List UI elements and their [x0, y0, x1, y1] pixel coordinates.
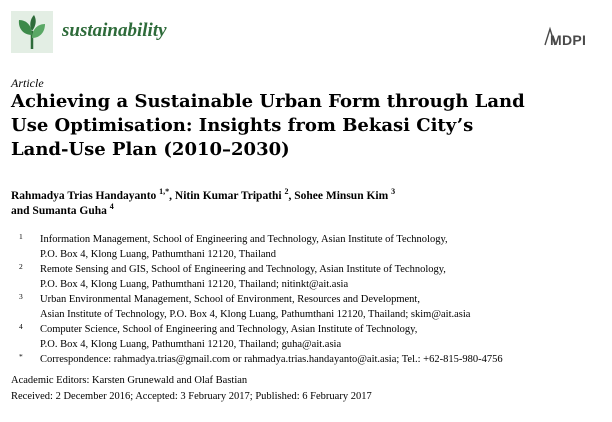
affiliation-text: Urban Environmental Management, School of Environment, Resources and Development,: [40, 294, 420, 305]
affiliation-ref: 1,: [159, 187, 166, 197]
affiliation-ref: 4: [109, 202, 114, 212]
author-separator: ,: [288, 190, 295, 202]
affiliation-ref: 2: [284, 187, 289, 197]
affiliation-ref: 3: [391, 187, 396, 197]
affiliation-item: [11, 232, 606, 262]
publication-dates: Received: 2 December 2016; Accepted: 3 February 2017; Published: 6 February 2017: [11, 391, 372, 402]
author-separator: ,: [169, 190, 175, 202]
title-line: Achieving a Sustainable Urban Form through Land: [11, 91, 525, 112]
correspondence-item: [11, 352, 606, 367]
affiliation-text: Information Management, School of Engineering and Technology, Asian Institute of Technology,: [40, 234, 448, 245]
journal-name: sustainability: [62, 20, 167, 41]
affiliation-item: [11, 322, 606, 352]
article-title: [11, 90, 571, 162]
corresponding-mark: *: [165, 187, 170, 197]
author-name: Sohee Minsun Kim: [294, 190, 389, 202]
article-meta: [11, 373, 606, 405]
affiliation-number: 1: [19, 232, 23, 241]
title-line: Land-Use Plan (2010–2030): [11, 139, 290, 160]
title-line: Use Optimisation: Insights from Bekasi City’s: [11, 115, 474, 136]
article-type: Article: [11, 76, 44, 90]
sustainability-leaf-icon: [11, 11, 53, 53]
affiliation-text: P.O. Box 4, Klong Luang, Pathumthani 12120, Thailand; nitinkt@ait.asia: [40, 279, 349, 290]
affiliation-number: 4: [19, 322, 23, 331]
correspondence-text: Correspondence: rahmadya.trias@gmail.com or rahmadya.trias.handayanto@ait.asia; Tel.: +62-815-980-4756: [40, 354, 503, 365]
affiliation-list: [11, 232, 606, 367]
affiliation-text: P.O. Box 4, Klong Luang, Pathumthani 12120, Thailand: [40, 249, 277, 260]
author-name: Nitin Kumar Tripathi: [174, 190, 282, 202]
affiliation-text: Asian Institute of Technology, P.O. Box 4, Klong Luang, Pathumthani 12120, Thailand; skim@ait.asia: [40, 309, 471, 320]
author-conjunction: and: [11, 205, 33, 217]
author-list: [11, 189, 601, 219]
affiliation-number: 2: [19, 262, 23, 271]
affiliation-item: [11, 262, 606, 292]
affiliation-number: 3: [19, 292, 23, 301]
affiliation-item: [11, 292, 606, 322]
correspondence-mark: *: [19, 352, 23, 361]
publisher-name: MDPI: [550, 32, 587, 48]
affiliation-text: Computer Science, School of Engineering and Technology, Asian Institute of Technology,: [40, 324, 418, 335]
affiliation-text: Remote Sensing and GIS, School of Engineering and Technology, Asian Institute of Technology,: [40, 264, 446, 275]
academic-editors: Academic Editors: Karsten Grunewald and Olaf Bastian: [11, 375, 248, 386]
affiliation-text: P.O. Box 4, Klong Luang, Pathumthani 12120, Thailand; guha@ait.asia: [40, 339, 342, 350]
author-name: Rahmadya Trias Handayanto: [11, 190, 157, 202]
author-name: Sumanta Guha: [32, 205, 107, 217]
